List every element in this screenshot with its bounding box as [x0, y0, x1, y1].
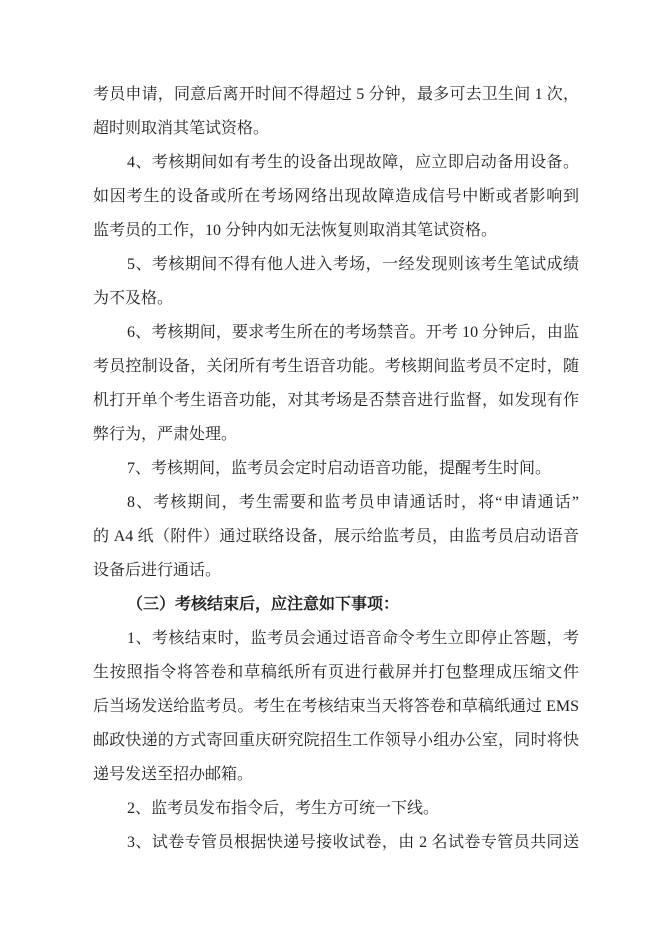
doc-line: 3、试卷专管员根据快递号接收试卷，由 2 名试卷专管员共同送: [127, 834, 579, 851]
document-text-block: [93, 78, 579, 860]
doc-line: 弊行为，严肃处理。: [93, 426, 238, 443]
doc-line: 如因考生的设备或所在考场网络出现故障造成信号中断或者影响到: [93, 188, 579, 205]
doc-line: 4、考核期间如有考生的设备出现故障，应立即启动备用设备。: [127, 154, 579, 171]
doc-line: 8、考核期间，考生需要和监考员申请通话时，将“申请通话”: [127, 494, 579, 511]
doc-line: 7、考核期间，监考员会定时启动语音功能，提醒考生时间。: [127, 460, 552, 477]
doc-line: 超时则取消其笔试资格。: [93, 120, 270, 137]
doc-line: 生按照指令将答卷和草稿纸所有页进行截屏并打包整理成压缩文件: [93, 664, 579, 681]
doc-line: 的 A4 纸（附件）通过联络设备，展示给监考员，由监考员启动语音: [93, 528, 579, 545]
doc-line: 考员申请，同意后离开时间不得超过 5 分钟，最多可去卫生间 1 次，: [93, 86, 579, 103]
doc-line: 后当场发送给监考员。考生在考核结束当天将答卷和草稿纸通过 EMS: [93, 698, 579, 715]
doc-line: 机打开单个考生语音功能，对其考场是否禁音进行监督，如发现有作: [93, 392, 579, 409]
doc-line: 邮政快递的方式寄回重庆研究院招生工作领导小组办公室，同时将快: [93, 732, 579, 749]
doc-line: 递号发送至招办邮箱。: [93, 766, 254, 783]
doc-line: 5、考核期间不得有他人进入考场，一经发现则该考生笔试成绩: [127, 256, 579, 273]
doc-line: （三）考核结束后，应注意如下事项：: [127, 596, 400, 613]
doc-line: 1、考核结束时，监考员会通过语音命令考生立即停止答题，考: [127, 630, 579, 647]
doc-line: 设备后进行通话。: [93, 562, 222, 579]
doc-line: 6、考核期间，要求考生所在的考场禁音。开考 10 分钟后，由监: [127, 324, 579, 341]
doc-line: 监考员的工作，10 分钟内如无法恢复则取消其笔试资格。: [93, 222, 498, 239]
doc-line: 2、监考员发布指令后，考生方可统一下线。: [127, 800, 440, 817]
doc-line: 考员控制设备，关闭所有考生语音功能。考核期间监考员不定时，随: [93, 358, 579, 375]
doc-line: 为不及格。: [93, 290, 174, 307]
